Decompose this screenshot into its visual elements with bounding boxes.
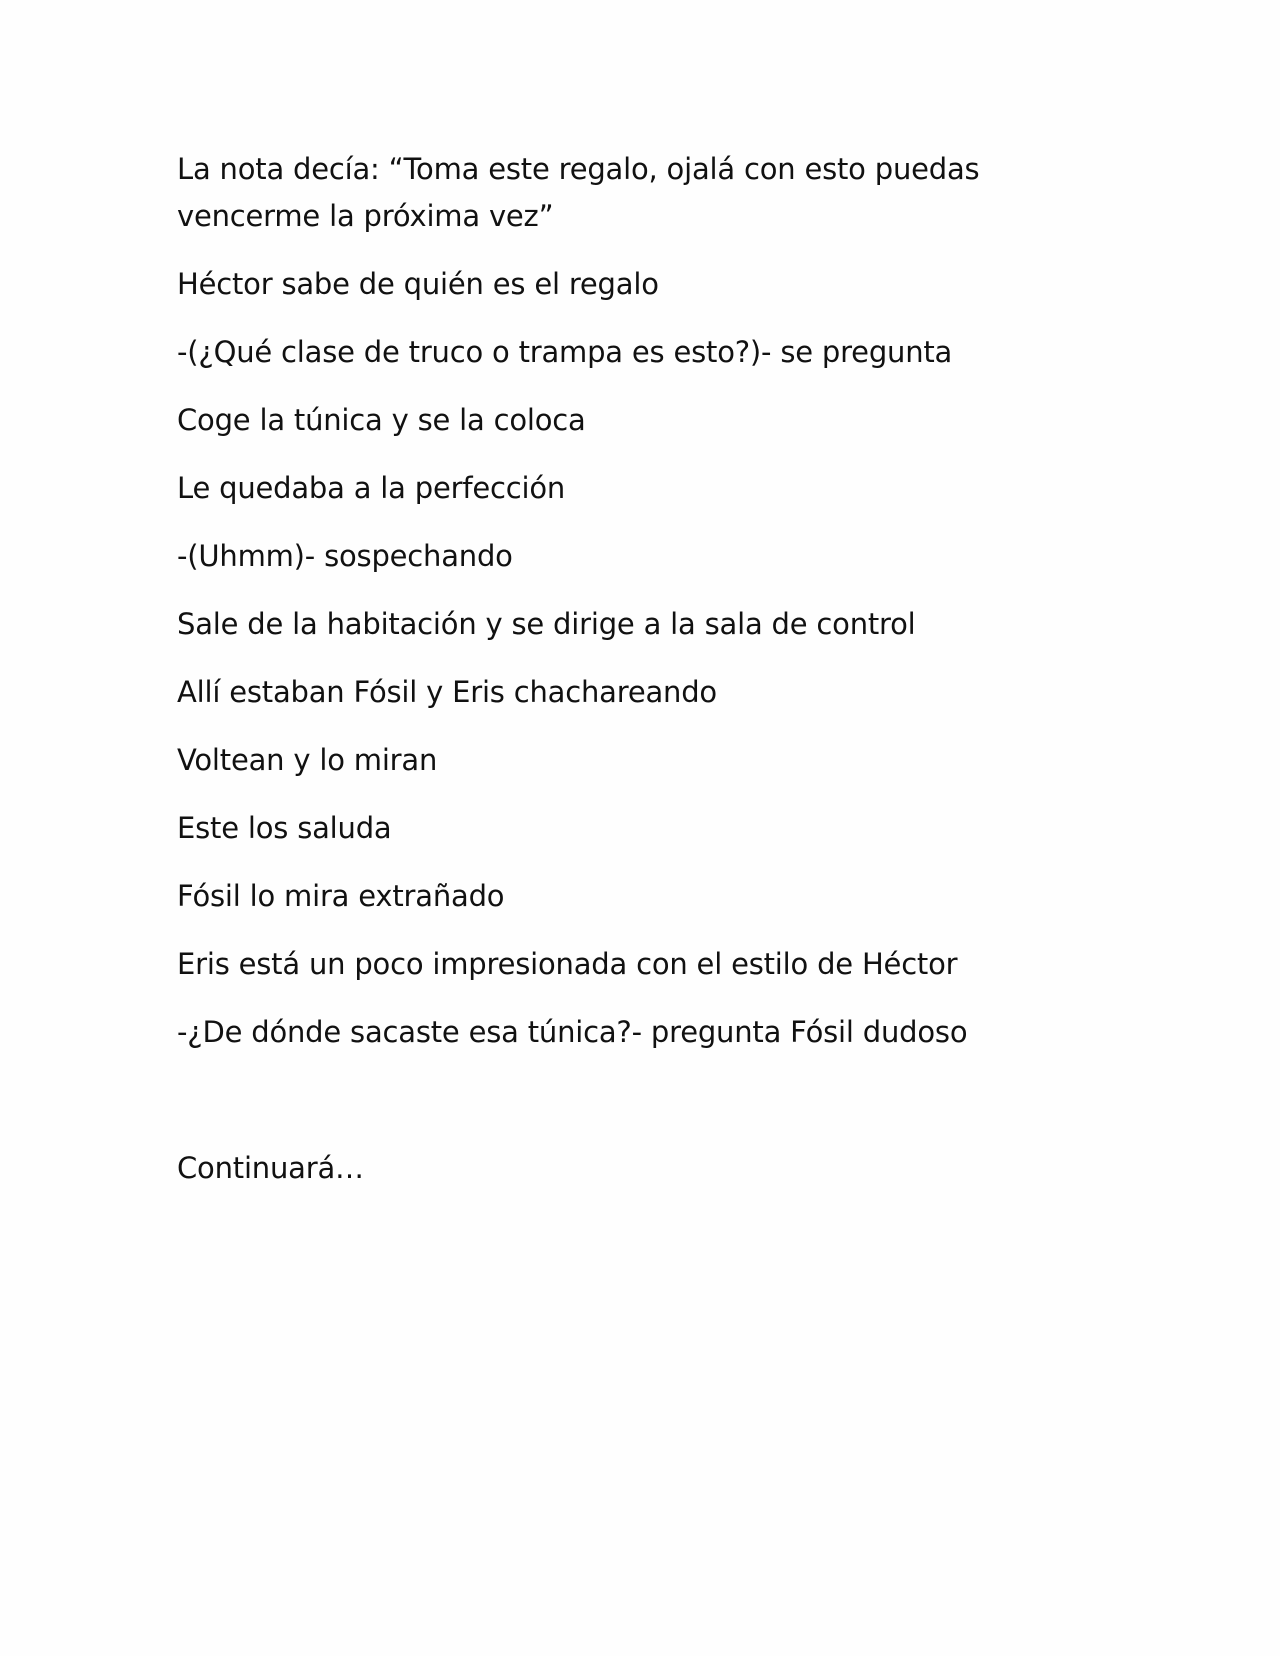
paragraph: Este los saluda — [177, 811, 392, 845]
paragraph: Voltean y lo miran — [177, 743, 438, 777]
paragraph: -(Uhmm)- sospechando — [177, 539, 513, 573]
paragraph: -(¿Qué clase de truco o trampa es esto?)- se pregunta — [177, 335, 953, 369]
paragraph: Eris está un poco impresionada con el estilo de Héctor — [177, 947, 958, 981]
paragraph: -¿De dónde sacaste esa túnica?- pregunta Fósil dudoso — [177, 1015, 968, 1049]
paragraph: Le quedaba a la perfección — [177, 471, 566, 505]
paragraph: La nota decía: “Toma este regalo, ojalá con esto puedas vencerme la próxima vez” — [177, 152, 980, 233]
paragraph: Allí estaban Fósil y Eris chachareando — [177, 675, 717, 709]
paragraph: Sale de la habitación y se dirige a la sala de control — [177, 607, 916, 641]
ending-text: Continuará… — [177, 1151, 364, 1185]
paragraph: Fósil lo mira extrañado — [177, 879, 505, 913]
paragraph: Coge la túnica y se la coloca — [177, 403, 586, 437]
paragraph: Héctor sabe de quién es el regalo — [177, 267, 659, 301]
document-body — [177, 146, 1107, 1213]
